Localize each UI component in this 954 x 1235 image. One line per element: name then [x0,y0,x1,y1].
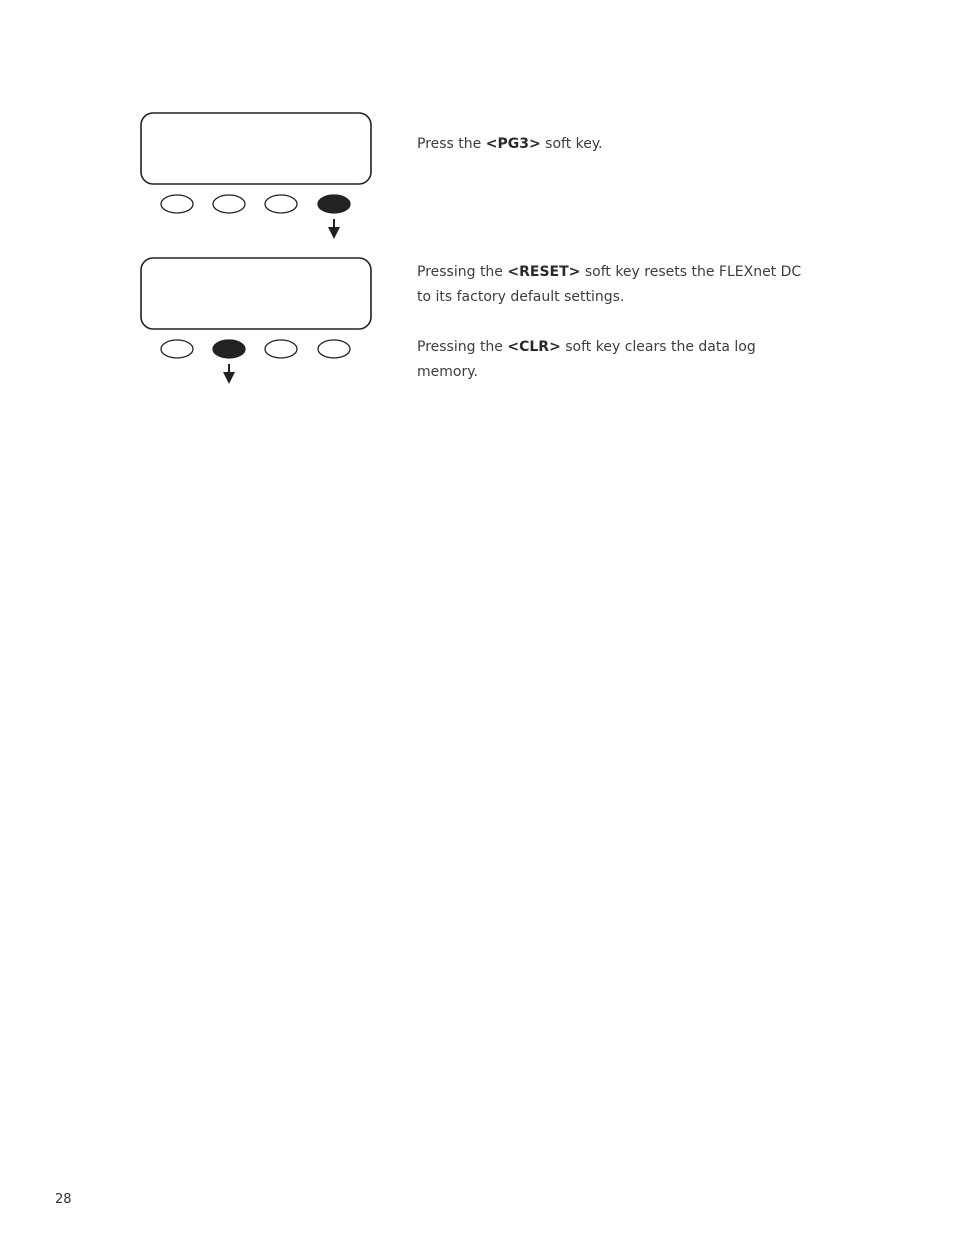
key-name: <RESET> [507,264,581,280]
page-number: 28 [55,1192,72,1207]
lcd-screen [141,113,371,184]
lcd-screen [141,258,371,329]
key-name: <CLR> [507,339,561,355]
soft-key-4[interactable] [318,340,350,358]
lcd-display-icon [138,110,378,242]
soft-key-1[interactable] [161,340,193,358]
key-name: <PG3> [485,136,541,152]
soft-key-3[interactable] [265,340,297,358]
soft-key-3[interactable] [265,195,297,213]
soft-key-1[interactable] [161,195,193,213]
instruction-text-reset: Pressing the <RESET> soft key resets the FLEXnet DC to its factory default settings. [417,264,802,305]
arrow-down-icon [328,219,340,239]
instruction-step-1 [417,132,603,157]
instruction-text: Press the <PG3> soft key. [417,136,603,152]
lcd-display-icon [138,255,378,387]
instruction-text-clr: Pressing the <CLR> soft key clears the data log memory. [417,339,756,380]
soft-key-2[interactable] [213,195,245,213]
lcd-panel-step-2 [138,255,378,387]
soft-key-2-pressed[interactable] [213,340,245,358]
instruction-step-2 [417,260,801,385]
lcd-panel-step-1 [138,110,378,242]
arrow-down-icon [223,364,235,384]
soft-key-4-pressed[interactable] [318,195,350,213]
